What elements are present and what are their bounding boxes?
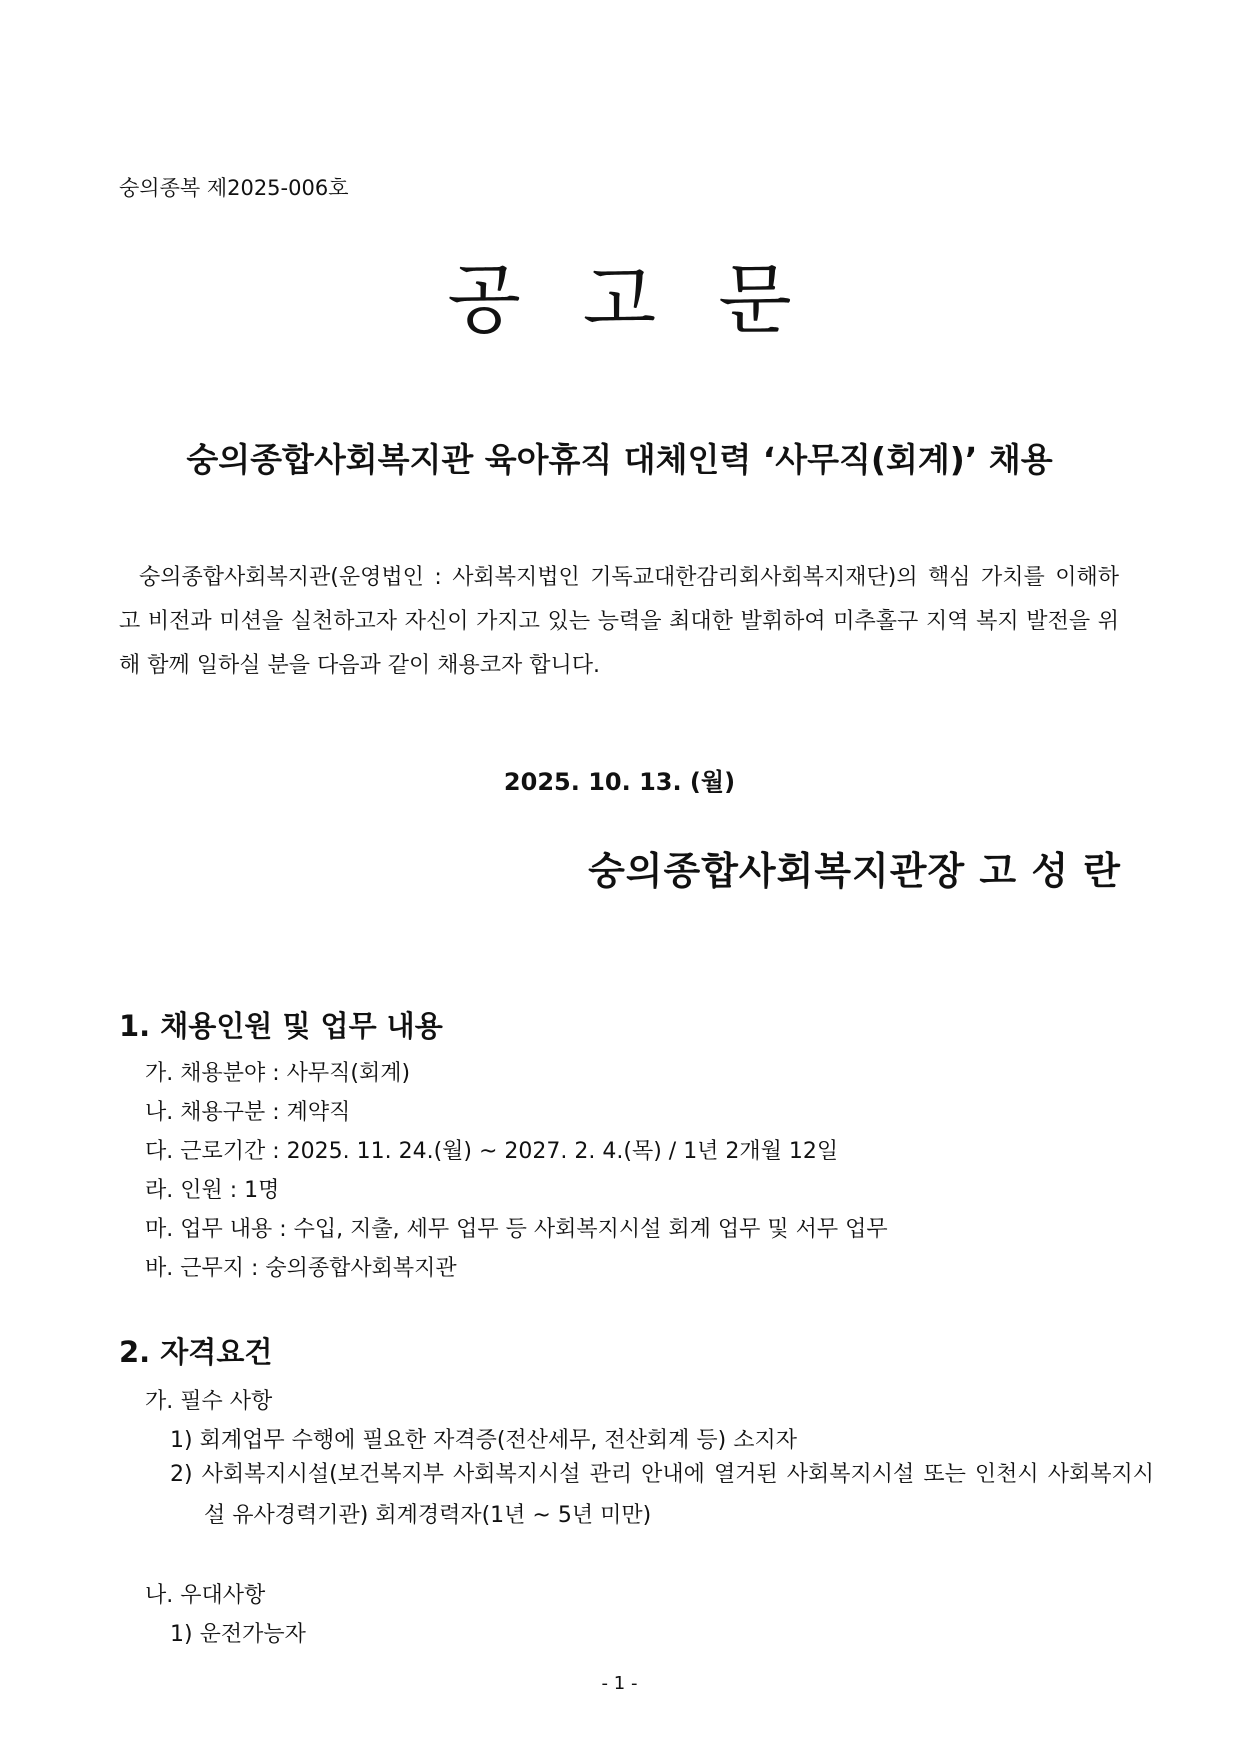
notice-subtitle: 숭의종합사회복지관 육아휴직 대체인력 ‘사무직(회계)’ 채용 bbox=[186, 440, 1053, 479]
notice-date: 2025. 10. 13. (월) bbox=[503, 768, 736, 796]
list-subitem: 2) 사회복지시설(보건복지부 사회복지시설 관리 안내에 열거된 사회복지시설 또는 인천시 사회복지시설 유사경력기관) 회계경력자(1년 ~ 5년 미만) bbox=[170, 1462, 1154, 1528]
list-subitem: 1) 회계업무 수행에 필요한 자격증(전산세무, 전산회계 등) 소지자 bbox=[170, 1428, 797, 1453]
list-item: 마. 업무 내용 : 수입, 지출, 세무 업무 등 사회복지시설 회계 업무 및 서무 업무 bbox=[145, 1217, 888, 1242]
list-item: 나. 우대사항 bbox=[145, 1583, 266, 1608]
main-title: 공고문 bbox=[447, 255, 854, 344]
page-number: - 1 - bbox=[601, 1673, 638, 1694]
list-subitem: 1) 운전가능자 bbox=[170, 1622, 306, 1647]
document-number: 숭의종복 제2025-006호 bbox=[119, 176, 349, 200]
section-title: 1. 채용인원 및 업무 내용 bbox=[119, 1009, 443, 1043]
list-item: 다. 근로기간 : 2025. 11. 24.(월) ~ 2027. 2. 4.(목) / 1년 2개월 12일 bbox=[145, 1139, 839, 1164]
intro-paragraph: 숭의종합사회복지관(운영법인 : 사회복지법인 기독교대한감리회사회복지재단)의 핵심 가치를 이해하고 비전과 미션을 실천하고자 자신이 가지고 있는 능력을 최대한 발휘하여 미추홀구 지역 복지 발전을 위해 함께 일하실 분을 다음과 같이 채용코자 합니다. bbox=[119, 565, 1119, 678]
list-item: 라. 인원 : 1명 bbox=[145, 1178, 280, 1203]
list-item: 가. 채용분야 : 사무직(회계) bbox=[145, 1061, 411, 1086]
section-title: 2. 자격요건 bbox=[119, 1335, 273, 1369]
list-item: 가. 필수 사항 bbox=[145, 1389, 273, 1414]
list-item: 나. 채용구분 : 계약직 bbox=[145, 1100, 351, 1125]
list-item: 바. 근무지 : 숭의종합사회복지관 bbox=[145, 1256, 457, 1281]
signer: 숭의종합사회복지관장 고 성 란 bbox=[588, 849, 1121, 893]
